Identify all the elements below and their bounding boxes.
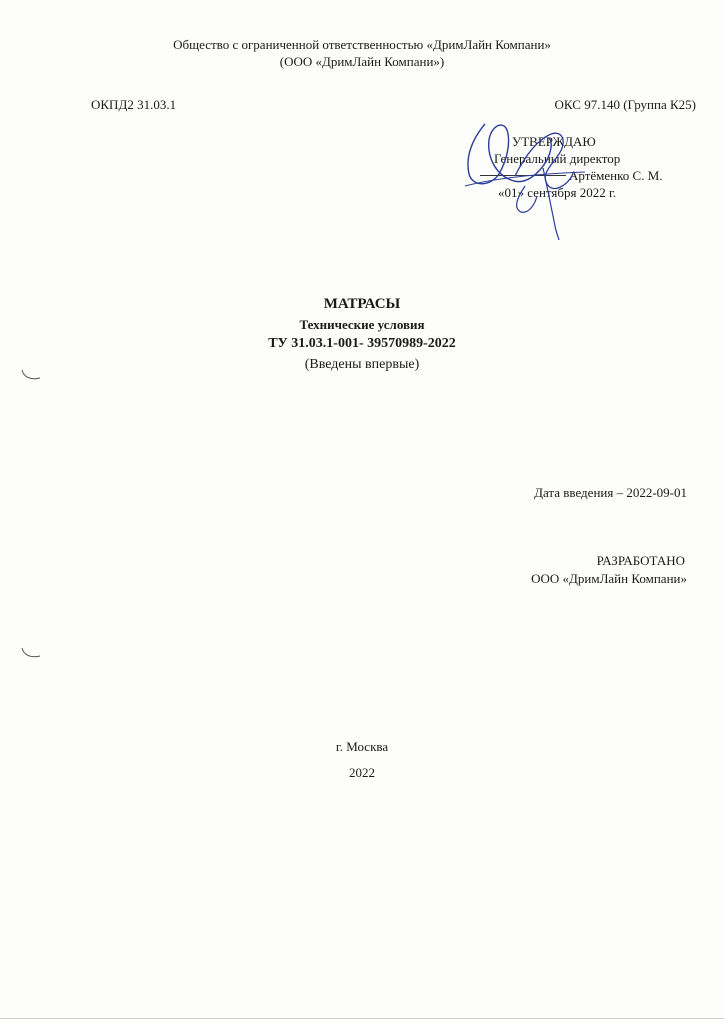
- document-subtitle: Технические условия: [299, 317, 425, 332]
- developed-heading: РАЗРАБОТАНО: [596, 553, 685, 568]
- approval-date: «01» сентября 2022 г.: [498, 185, 617, 200]
- scan-mark-icon: [20, 368, 42, 382]
- introduction-date: Дата введения – 2022-09-01: [534, 485, 687, 500]
- page-edge: [0, 1018, 724, 1019]
- approval-name: Артёменко С. М.: [569, 168, 663, 183]
- approval-heading: УТВЕРЖДАЮ: [512, 134, 596, 149]
- city: г. Москва: [335, 739, 389, 754]
- okpd2-code: ОКПД2 31.03.1: [91, 97, 177, 112]
- oks-code: ОКС 97.140 (Группа К25): [554, 97, 696, 112]
- approval-position: Генеральный директор: [494, 151, 621, 166]
- organization-short-name: (ООО «ДримЛайн Компани»): [279, 54, 445, 69]
- document-title: МАТРАСЫ: [323, 296, 401, 312]
- document-note: (Введены впервые): [304, 357, 420, 372]
- developer-name: ООО «ДримЛайн Компани»: [531, 571, 687, 586]
- document-code: ТУ 31.03.1-001- 39570989-2022: [268, 336, 456, 351]
- year: 2022: [349, 765, 375, 780]
- scan-mark-icon: [20, 646, 42, 660]
- organization-full-name: Общество с ограниченной ответственностью «ДримЛайн Компани»: [173, 37, 551, 52]
- handwritten-signature: [455, 116, 615, 246]
